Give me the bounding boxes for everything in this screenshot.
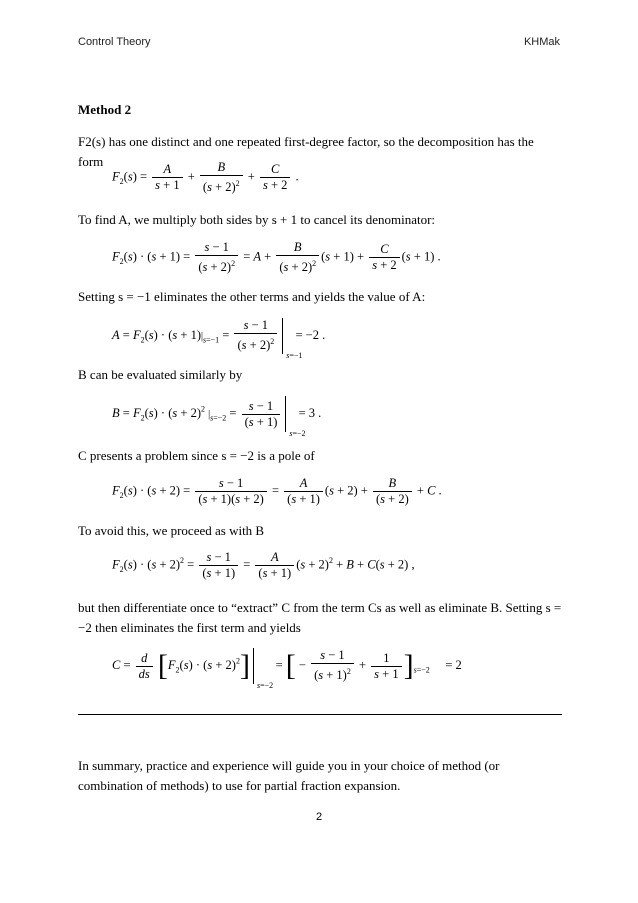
paragraph-4: B can be evaluated similarly by (78, 367, 243, 382)
result-c: 2 (455, 657, 462, 672)
page-number: 2 (315, 811, 323, 823)
horizontal-rule (78, 714, 562, 715)
paragraph-7: but then differentiate once to “extract” C from the term Cs as well as eliminate B. Setting s = −2 then eliminates the first term and yields (78, 600, 562, 635)
equation-4: $B = F_2(s) \cdot (s + 2)^2$ $|_{s=-2}$ = $\frac{s - 1}{(s + 1)}$ s=−2 = 3 . (112, 396, 321, 432)
equation-1: $F_2(s)$ = $\frac{A}{s + 1}$ + $\frac{B}{(s + 2)^2}$ + $\frac{C}{s + 2}$ . (112, 160, 299, 195)
equation-5: $F_2(s) \cdot (s + 2)$ = $\frac{s - 1}{(s + 1)(s + 2)}$ = $\frac{A}{(s + 1)}$ (s + 2) + $\frac{B}{(s + 2)}$ + C . (112, 476, 442, 506)
paragraph-6: To avoid this, we proceed as with B (78, 523, 265, 538)
paragraph-3: Setting s = −1 eliminates the other terms and yields the value of A: (78, 289, 426, 304)
paragraph-1: F2(s) has one distinct and one repeated first-degree factor, so the decomposition has the form (78, 134, 534, 169)
equation-7: C = $\frac{d}{ds}$ $[F_2(s) \cdot (s + 2)^2]$ s=−2 = [ − $\frac{s - 1}{(s + 1)^2}$ + $\frac{1}{s + 1}$ ]$_{s=-2}$ = 2 (112, 648, 462, 690)
paragraph-5: C presents a problem since s = −2 is a pole of (78, 448, 315, 463)
equation-6: $F_2(s) \cdot (s + 2)^2$ = $\frac{s - 1}{(s + 1)}$ = $\frac{A}{(s + 1)}$ $(s + 2)^2 + B + C(s + 2)$ , (112, 550, 415, 580)
header-right: KHMak (523, 36, 560, 48)
section-heading: Method 2 (78, 102, 132, 117)
equation-3: $A = F_2(s) \cdot (s + 1)|_{s=-1}$ = $\frac{s - 1}{(s + 2)^2}$ s=−1 = −2 . (112, 318, 326, 360)
paragraph-2: To find A, we multiply both sides by s + 1 to cancel its denominator: (78, 212, 436, 227)
result-b: 3 (308, 405, 316, 420)
summary-paragraph: In summary, practice and experience will guide you in your choice of method (or combination of methods) to use for partial fraction expansion. (78, 758, 500, 793)
header-left: Control Theory (78, 36, 151, 48)
equation-2: $F_2(s) \cdot (s + 1)$ = $\frac{s - 1}{(s + 2)^2}$ = A + $\frac{B}{(s + 2)^2}$ (s + 1) + $\frac{C}{s + 2}$ (s + 1) . (112, 240, 441, 275)
result-a: −2 (305, 327, 319, 342)
